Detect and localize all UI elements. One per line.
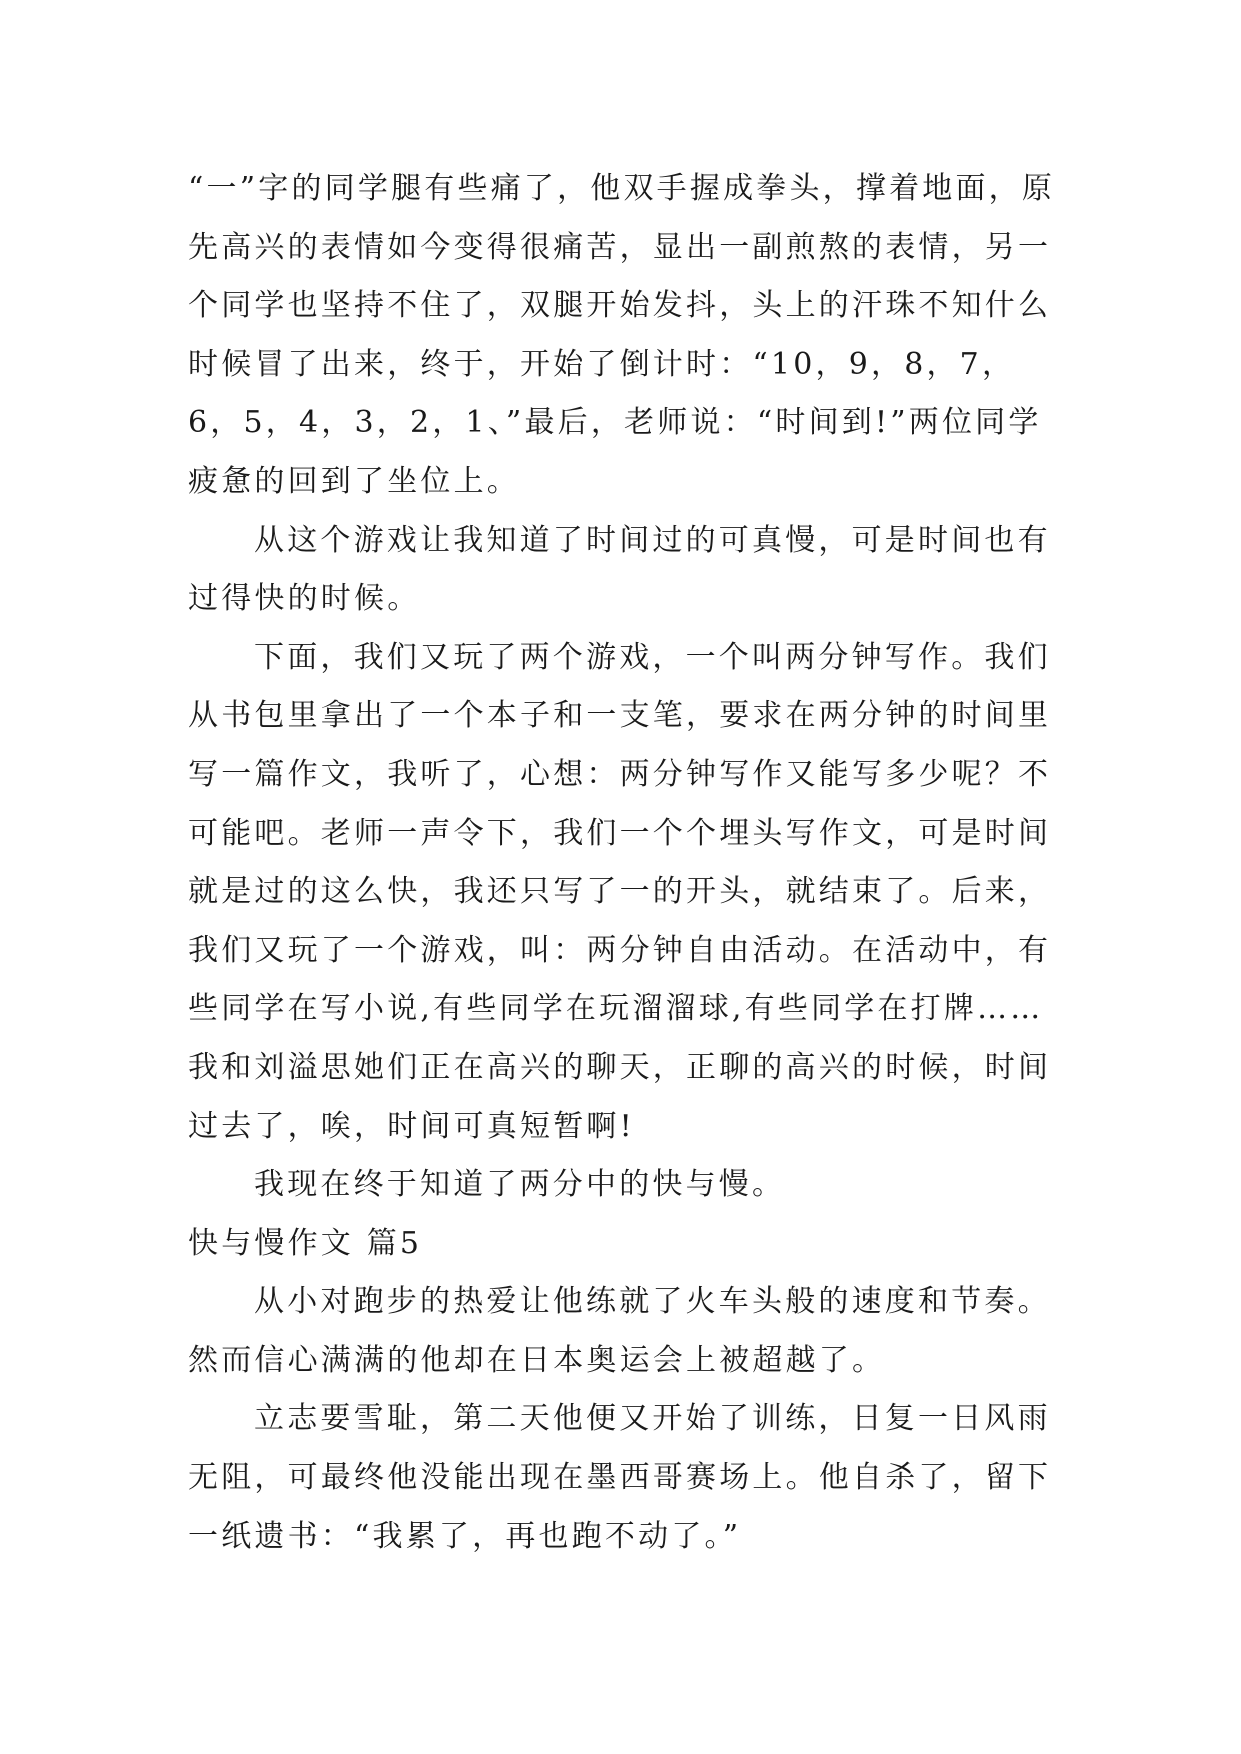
paragraph-continuation: “一”字的同学腿有些痛了，他双手握成拳头，撑着地面，原先高兴的表情如今变得很痛苦，显出一副煎熬的表情，另一个同学也坚持不住了，双腿开始发抖，头上的汗珠不知什么时候冒了出来，终于，开始了倒计时：“10，9，8，7，6，5，4，3，2，1、”最后，老师说：“时间到!”两位同学疲惫的回到了坐位上。 bbox=[188, 171, 1056, 499]
paragraph: 下面，我们又玩了两个游戏，一个叫两分钟写作。我们从书包里拿出了一个本子和一支笔，要求在两分钟的时间里写一篇作文，我听了，心想：两分钟写作又能写多少呢？不可能吧。老师一声令下，我们一个个埋头写作文，可是时间就是过的这么快，我还只写了一的开头，就结束了。后来，我们又玩了一个游戏，叫：两分钟自由活动。在活动中，有些同学在写小说,有些同学在玩溜溜球,有些同学在打牌……我和刘溢思她们正在高兴的聊天，正聊的高兴的时候，时间过去了，唉，时间可真短暂啊! bbox=[188, 639, 1052, 1144]
paragraph: 我现在终于知道了两分中的快与慢。 bbox=[254, 1167, 786, 1203]
document-body bbox=[188, 160, 1058, 1566]
section-heading: 快与慢作文 篇5 bbox=[188, 1225, 423, 1261]
paragraph: 从小对跑步的热爱让他练就了火车头般的速度和节奏。然而信心满满的他却在日本奥运会上被超越了。 bbox=[188, 1284, 1051, 1378]
paragraph: 从这个游戏让我知道了时间过的可真慢，可是时间也有过得快的时候。 bbox=[188, 522, 1051, 617]
paragraph: 立志要雪耻，第二天他便又开始了训练，日复一日风雨无阻，可最终他没能出现在墨西哥赛场上。他自杀了，留下一纸遗书：“我累了，再也跑不动了。” bbox=[188, 1401, 1052, 1554]
